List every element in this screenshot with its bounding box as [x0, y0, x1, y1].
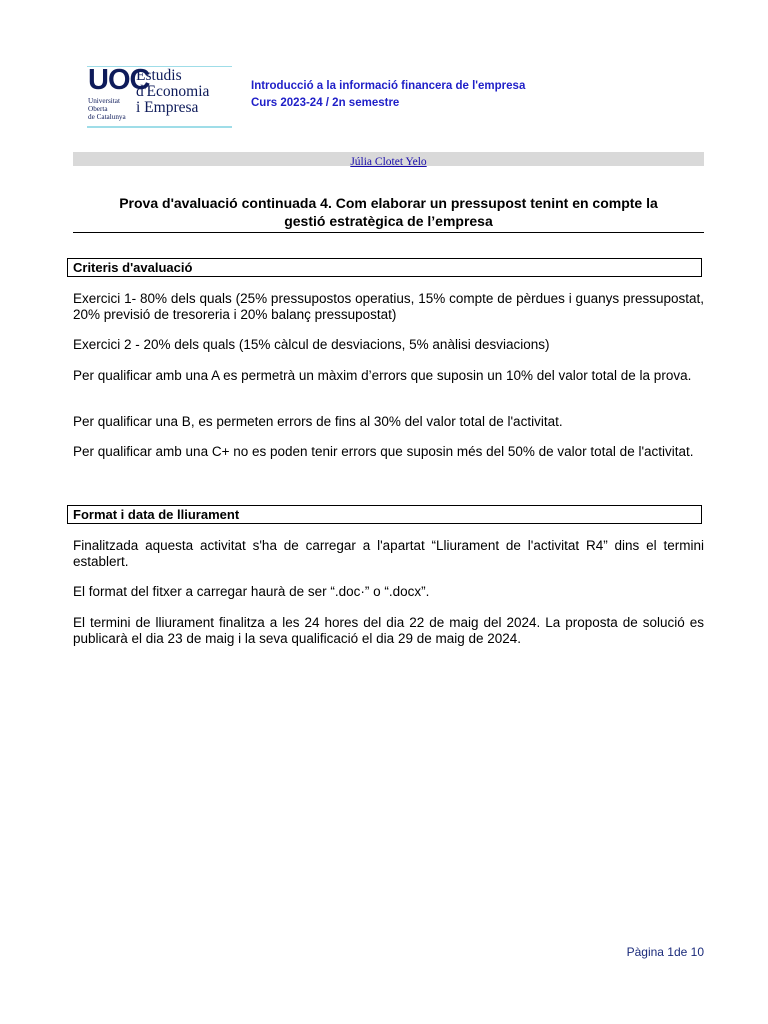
course-title: Introducció a la informació financera de l'empresa: [251, 80, 526, 92]
logo-accent-line: [87, 126, 232, 128]
delivery-paragraph: El termini de lliurament finalitza a les 24 hores del dia 22 de maig del 2024. La proposta de solució es publicarà el dia 23 de maig i la seva qualificació el dia 29 de maig de 2024.: [73, 615, 704, 646]
criteria-paragraph: Per qualificar amb una C+ no es poden tenir errors que suposin més del 50% de valor total de l'activitat.: [73, 444, 694, 459]
page-number: Pàgina 1de 10: [626, 945, 704, 959]
criteria-paragraph: Per qualificar una B, es permeten errors de fins al 30% del valor total de l'activitat.: [73, 414, 563, 429]
criteria-heading: Criteris d'avaluació: [67, 258, 702, 277]
author-bar: [73, 152, 704, 166]
logo-mark: UOC: [88, 64, 150, 96]
uoc-logo: [87, 66, 232, 128]
criteria-paragraph: Exercici 1- 80% dels quals (25% pressupostos operatius, 15% compte de pèrdues i guanys pressupostat, 20% previsió de tresoreria i 20% balanç pressupostat): [73, 291, 704, 322]
logo-school-name: Estudis d'Economia i Empresa: [136, 67, 210, 116]
logo-university-name: Universitat Oberta de Catalunya: [88, 97, 126, 121]
delivery-heading: Format i data de lliurament: [67, 505, 702, 524]
document-title: Prova d'avaluació continuada 4. Com elaborar un pressupost tenint en compte la gestió estratègica de l’empresa: [73, 194, 704, 233]
delivery-paragraph: El format del fitxer a carregar haurà de ser “.doc·” o “.docx”.: [73, 584, 430, 599]
criteria-paragraph: Per qualificar amb una A es permetrà un màxim d’errors que suposin un 10% del valor total de la prova.: [73, 368, 692, 383]
delivery-paragraph: Finalitzada aquesta activitat s'ha de carregar a l'apartat “Lliurament de l'activitat R4” dins el termini establert.: [73, 538, 704, 569]
criteria-paragraph: Exercici 2 - 20% dels quals (15% càlcul de desviacions, 5% anàlisi desviacions): [73, 337, 550, 352]
course-info: [251, 78, 525, 112]
course-term: Curs 2023-24 / 2n semestre: [251, 97, 400, 109]
author-link[interactable]: Júlia Clotet Yelo: [350, 156, 427, 168]
